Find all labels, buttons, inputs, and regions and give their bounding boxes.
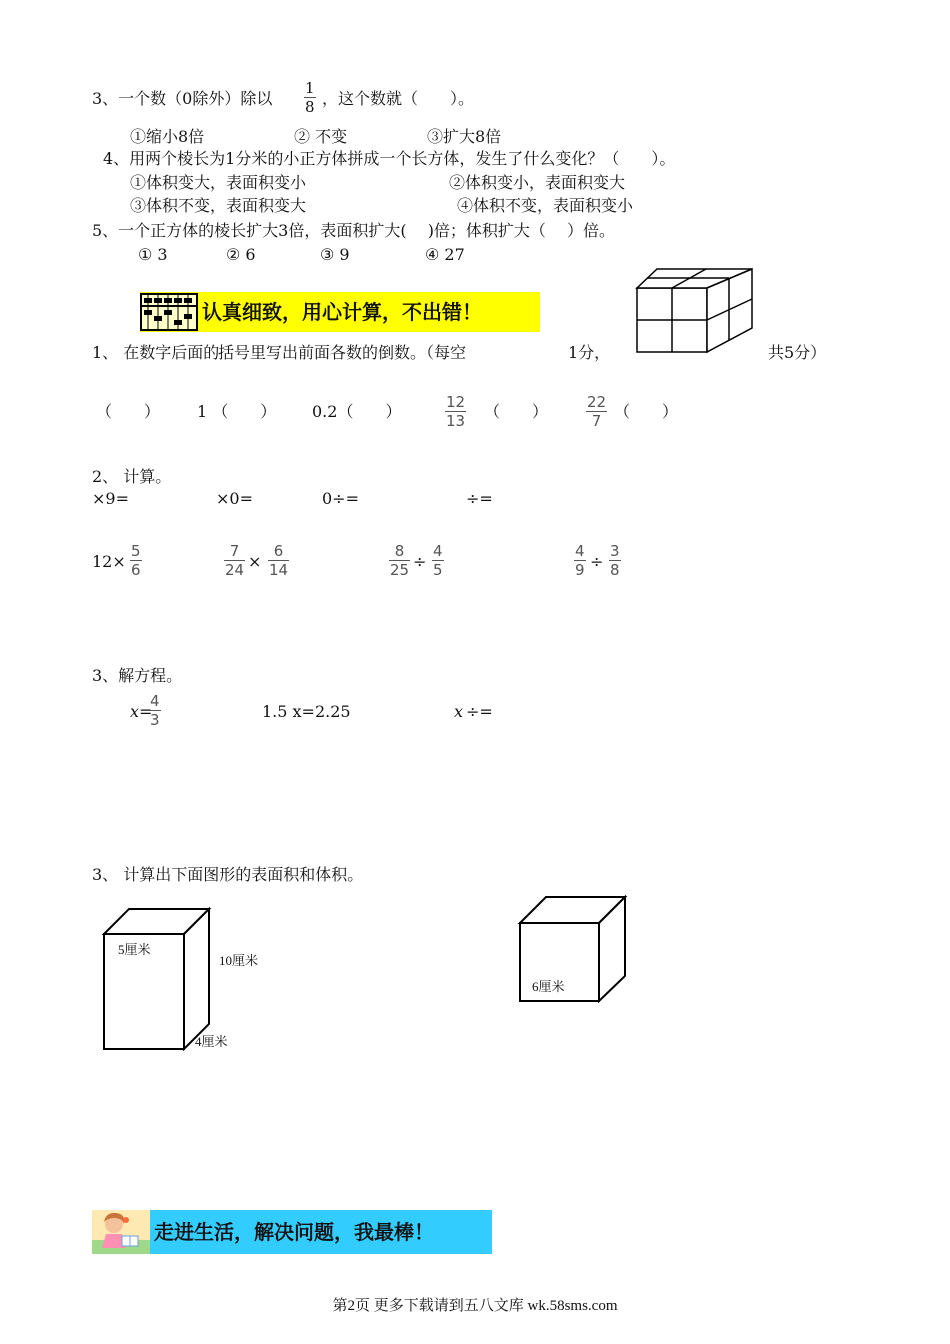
section-1-title-c: 里写出前面各数的倒数。（每空 [250,343,467,362]
abacus-icon [140,292,200,332]
fraction-denominator: 8 [305,98,315,116]
q4-option-1: ①体积变大，表面积变小 [130,173,307,192]
cuboid-figure [104,909,214,1049]
fraction-5-6 [130,543,142,578]
answer-blank-4[interactable]: （ ） [484,402,549,421]
fraction-denominator: 8 [610,561,620,579]
section-1-title-b: 括号 [218,343,251,362]
section-4-title: 3、 计算出下面图形的表面积和体积。 [92,865,364,884]
divide-operator: ÷ [590,552,604,571]
fraction-3-8 [609,543,621,578]
fraction-4-3 [149,693,161,728]
question-4: 4、用两个棱长为1分米的小正方体拼成一个长方体，发生了什么变化？（ ）。 [103,149,676,168]
equation-2: 1.5 x=2.25 [262,702,351,721]
section-1-title-e: 共5分） [768,343,827,362]
divide-operator: ÷ [413,552,427,571]
small-cubes-figure [636,268,756,358]
question-5: 5、一个正方体的棱长扩大3倍，表面积扩大( )倍；体积扩大（ ）倍。 [92,221,616,240]
cuboid-width-label: 4厘米 [195,1034,228,1049]
equation-3-rest: ÷= [466,702,493,721]
fraction-denominator: 13 [446,412,466,430]
q5-option-2: ② 6 [226,245,256,264]
section-banner-calculation [140,292,540,332]
fraction-numerator: 5 [131,542,141,560]
cube-edge-label: 6厘米 [532,979,565,994]
fraction-denominator: 3 [150,711,160,729]
fraction-numerator: 4 [150,692,160,710]
q4-option-2: ②体积变小，表面积变大 [449,173,626,192]
section-3-title: 3、解方程。 [92,666,183,685]
fraction-one-eighth [304,80,316,115]
fraction-22-7 [586,394,607,429]
q5-option-1: ① 3 [138,245,168,264]
section-1-title-d: 1分， [568,343,611,362]
equation-3-variable: x [454,702,464,721]
q5-option-4: ④ 27 [425,245,465,264]
section-2-title: 2、 计算。 [92,467,172,486]
fraction-numerator: 4 [575,542,585,560]
q3-option-2: ② 不变 [294,127,348,146]
section-1-title-a: 1、 在数字后面的 [92,343,220,362]
fraction-numerator: 22 [587,393,607,411]
q3-option-3: ③扩大8倍 [427,127,502,146]
fraction-6-14 [268,543,289,578]
answer-blank-3[interactable]: 0.2（ ） [312,402,402,421]
fraction-denominator: 25 [390,561,410,579]
fraction-denominator: 9 [575,561,585,579]
q4-option-3: ③体积不变，表面积变大 [130,196,307,215]
cuboid-length-label: 5厘米 [118,942,151,957]
question-3-suffix: ，这个数就（ ）。 [322,89,475,108]
banner-title: 认真细致，用心计算，不出错！ [202,300,482,324]
girl-reading-icon [92,1210,150,1254]
calc-row1-4: ÷= [466,489,493,508]
fraction-numerator: 12 [446,393,466,411]
fraction-denominator: 24 [225,561,245,579]
cuboid-height-label: 10厘米 [219,953,259,968]
calc-row1-3: 0÷= [322,489,359,508]
answer-blank-5[interactable]: （ ） [614,402,679,421]
answer-blank-2[interactable]: 1 （ ） [197,402,277,421]
times-operator: × [248,552,262,571]
calc-row1-2: ×0= [216,489,253,508]
q4-option-4: ④体积不变，表面积变小 [457,196,634,215]
calc-a-prefix: 12× [92,552,126,571]
fraction-numerator: 4 [433,542,443,560]
page-footer: 第2页 更多下载请到五八文库 wk.58sms.com [332,1298,618,1314]
fraction-numerator: 8 [394,542,405,560]
q3-option-1: ①缩小8倍 [130,127,205,146]
q5-option-3: ③ 9 [320,245,350,264]
question-3-prefix: 3、一个数（0除外）除以 [92,89,273,108]
answer-blank-1[interactable]: （ ） [96,402,161,421]
equation-1-prefix: x= [130,702,153,721]
fraction-numerator: 6 [273,542,284,560]
section-banner-problems [92,1210,492,1254]
banner-title: 走进生活，解决问题，我最棒！ [154,1220,434,1244]
fraction-8-25 [389,543,410,578]
fraction-denominator: 5 [433,561,443,579]
fraction-numerator: 7 [229,542,240,560]
banner-text-area [150,1210,492,1254]
fraction-numerator: 3 [610,542,620,560]
fraction-denominator: 14 [269,561,289,579]
fraction-7-24 [224,543,245,578]
fraction-12-13 [445,394,466,429]
fraction-denominator: 6 [131,561,141,579]
fraction-4-9 [574,543,586,578]
calc-row1-1: ×9= [92,489,129,508]
fraction-4-5 [432,543,444,578]
fraction-denominator: 7 [591,412,602,430]
fraction-numerator: 1 [305,79,315,97]
